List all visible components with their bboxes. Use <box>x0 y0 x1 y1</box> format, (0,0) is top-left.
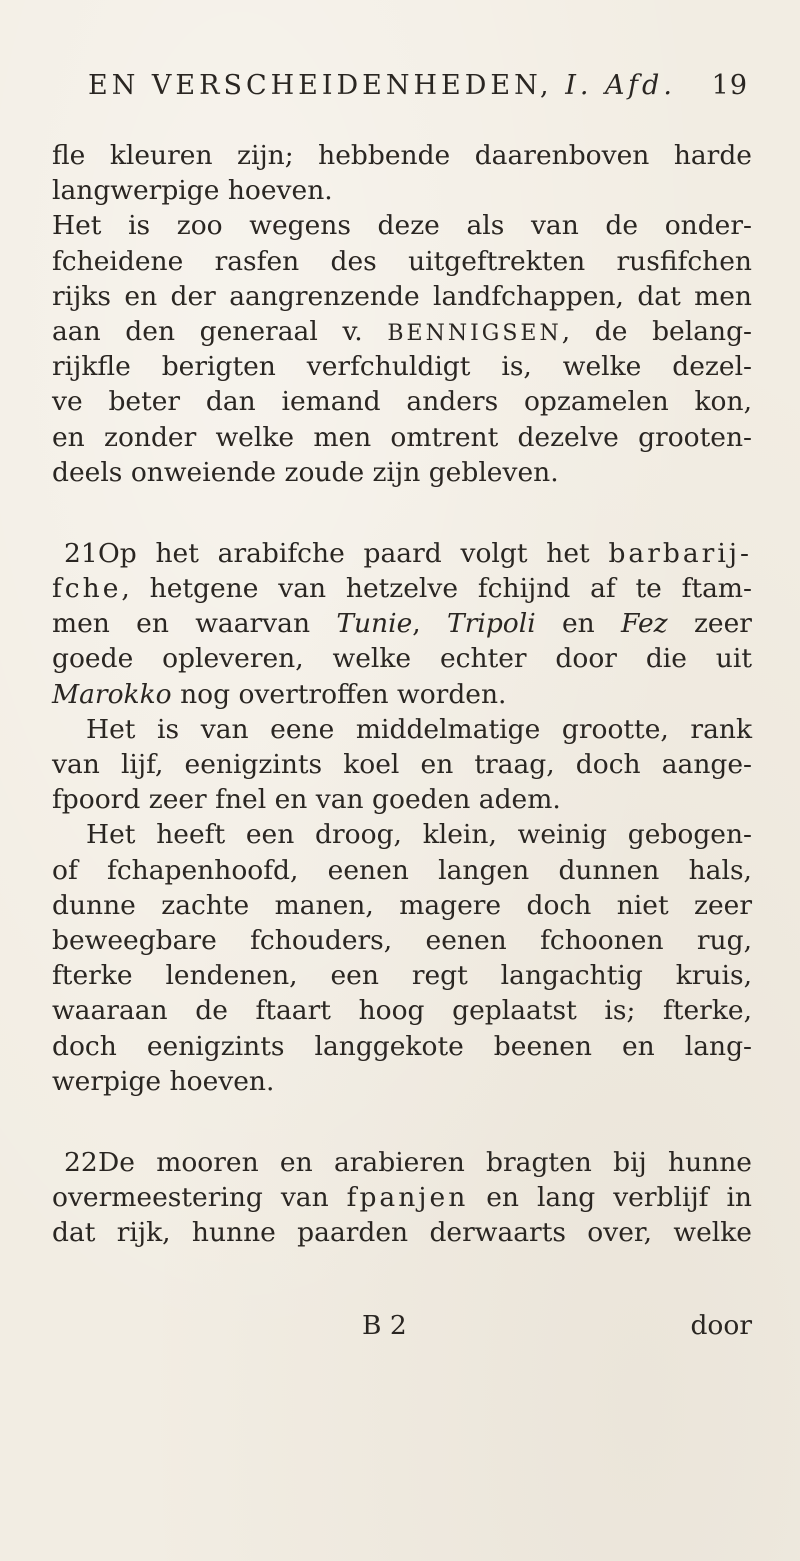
place-tunie: Tunie <box>336 608 413 640</box>
line-segment: Op het arabifche paard volgt het <box>98 537 590 569</box>
text-line: deels onweiende zoude zijn gebleven. <box>52 456 559 488</box>
text-line <box>52 536 752 571</box>
running-head-title: EN VERSCHEIDENHEDEN, <box>88 70 553 101</box>
line-segment: , de belang- <box>561 315 752 347</box>
place-spanjen: fpanjen <box>346 1182 469 1214</box>
text-line: goede opleveren, welke echter door die uit <box>52 643 752 675</box>
text-line: fterke lendenen, een regt langachtig kruis, <box>52 960 752 992</box>
text-line: werpige hoeven. <box>52 1065 275 1097</box>
text-line: beweegbare fchouders, eenen fchoonen rug, <box>52 924 752 956</box>
line-segment: en lang verblijf in <box>486 1182 752 1214</box>
text-line <box>52 314 752 349</box>
section-number: 21 <box>64 537 98 569</box>
line-segment: zeer <box>693 608 752 640</box>
text-line: en zonder welke men omtrent dezelve grooten- <box>52 421 752 453</box>
breed-name: barbarij- <box>608 537 752 569</box>
running-head-part: I. Afd. <box>565 70 676 101</box>
place-fez: Fez <box>621 608 668 640</box>
place-marokko: Marokko <box>52 678 172 710</box>
text-line: fpoord zeer fnel en van goeden adem. <box>52 784 561 816</box>
text-line: Het is zoo wegens deze als van de onder- <box>52 210 752 242</box>
text-line <box>52 1145 752 1180</box>
page-footer <box>52 1310 752 1346</box>
catchword: door <box>690 1310 752 1341</box>
running-head <box>88 70 748 101</box>
text-line: Het heeft een droog, klein, weinig gebogen- <box>86 819 752 851</box>
paragraph-gap <box>52 490 752 536</box>
page-number: 19 <box>711 70 748 101</box>
line-segment: en <box>562 608 595 640</box>
text-line: dunne zachte manen, magere doch niet zeer <box>52 889 752 921</box>
line-segment: nog overtroffen worden. <box>180 678 507 710</box>
text-line: dat rijk, hunne paarden derwaarts over, welke <box>52 1217 752 1249</box>
line-segment: aan den generaal v. <box>52 315 363 347</box>
line-segment: overmeestering van <box>52 1182 329 1214</box>
person-name: BENNIGSEN <box>387 320 562 346</box>
text-line: fle kleuren zijn; hebbende daarenboven harde <box>52 140 752 171</box>
text-line <box>52 606 752 641</box>
text-line: rijkfle berigten verfchuldigt is, welke dezel- <box>52 351 752 383</box>
text-line: rijks en der aangrenzende landfchappen, dat men <box>52 280 752 312</box>
line-segment: men en waarvan <box>52 608 311 640</box>
text-line: doch eenigzints langgekote beenen en lang- <box>52 1030 752 1062</box>
body-text <box>52 138 752 1250</box>
text-line <box>52 677 752 712</box>
line-segment: , <box>412 608 421 640</box>
paragraph-gap <box>52 1099 752 1145</box>
text-line <box>52 1180 752 1215</box>
section-number: 22 <box>64 1146 98 1178</box>
text-line: langwerpige hoeven. <box>52 175 333 207</box>
place-tripoli: Tripoli <box>447 608 536 640</box>
line-segment: De mooren en arabieren bragten bij hunne <box>98 1146 752 1178</box>
line-segment: , hetgene van hetzelve fchijnd af te ftam- <box>121 573 752 605</box>
text-line <box>52 571 752 606</box>
signature-mark: B 2 <box>362 1310 407 1341</box>
text-line: Het is van eene middelmatige grootte, rank <box>86 713 752 745</box>
text-line: of fchapenhoofd, eenen langen dunnen hals, <box>52 854 752 886</box>
breed-name-cont: fche <box>52 573 122 605</box>
text-line: waaraan de ftaart hoog geplaatst is; fterke, <box>52 995 752 1027</box>
text-line: ve beter dan iemand anders opzamelen kon, <box>52 386 752 418</box>
text-line: van lijf, eenigzints koel en traag, doch aange- <box>52 749 752 780</box>
text-line: fcheidene rasfen des uitgeftrekten rusfifchen <box>52 245 752 277</box>
